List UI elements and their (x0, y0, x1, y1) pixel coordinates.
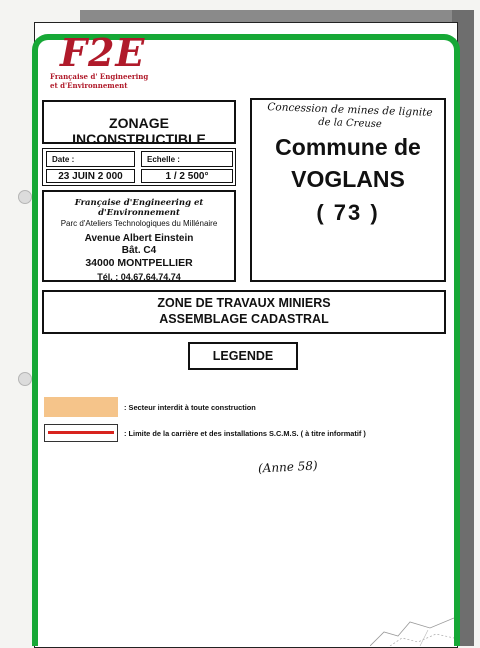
scale-label-cell (141, 151, 233, 167)
legend-swatch-forbidden (44, 397, 118, 417)
legend-text-forbidden: : Secteur interdit à toute construction (124, 403, 256, 412)
date-value: 23 JUIN 2 000 (58, 171, 123, 182)
commune-box (250, 98, 446, 282)
legend-swatch-limit (44, 424, 118, 442)
date-value-cell (46, 169, 135, 183)
company-phone: Tél. : 04.67.64.74.74 (97, 272, 181, 282)
scale-value-cell (141, 169, 233, 183)
company-park: Parc d'Ateliers Technologiques du Millénaire (60, 219, 218, 228)
date-label: Date : (52, 155, 75, 164)
commune-name: VOGLANS (291, 166, 405, 192)
legend-heading: LEGENDE (212, 349, 274, 363)
punch-hole-bottom (18, 372, 32, 386)
department-number: ( 73 ) (316, 200, 380, 225)
company-building: Bât. C4 (121, 245, 157, 256)
zonage-title: ZONAGE INCONSTRUCTIBLE (72, 115, 206, 147)
logo-subtitle-line2: et d'Environnement (50, 81, 128, 90)
zone-line1: ZONE DE TRAVAUX MINIERS (157, 296, 331, 310)
company-name: Française d'Engineering et d'Environnement (74, 198, 204, 218)
date-label-cell (46, 151, 135, 167)
zone-line2: ASSEMBLAGE CADASTRAL (159, 312, 329, 326)
company-street: Avenue Albert Einstein (84, 233, 194, 244)
company-city: 34000 MONTPELLIER (85, 257, 193, 269)
punch-hole-top (18, 190, 32, 204)
commune-label: Commune de (275, 134, 421, 160)
logo-mark: F2E (60, 30, 146, 75)
legend-limit-line (48, 431, 114, 434)
legend-heading-box (188, 342, 298, 370)
scale-value: 1 / 2 500° (165, 171, 209, 182)
legend-text-limit: : Limite de la carrière et des installations S.C.M.S. ( à titre informatif ) (124, 429, 366, 438)
logo-subtitle-line1: Française d' Engineering (50, 72, 149, 81)
zonage-box (42, 100, 236, 147)
handwritten-concession: Concession de mines de lignite (267, 101, 433, 119)
map-fragment (370, 612, 454, 646)
handwritten-annotation: (Anne 58) (257, 458, 318, 476)
company-box (42, 190, 236, 282)
zone-box (42, 290, 446, 334)
date-scale-box (42, 148, 236, 186)
company-logo (50, 28, 150, 94)
logo-subtitle (50, 72, 160, 90)
handwritten-creuse: de la Creuse (317, 116, 383, 131)
scale-label: Echelle : (147, 155, 180, 164)
